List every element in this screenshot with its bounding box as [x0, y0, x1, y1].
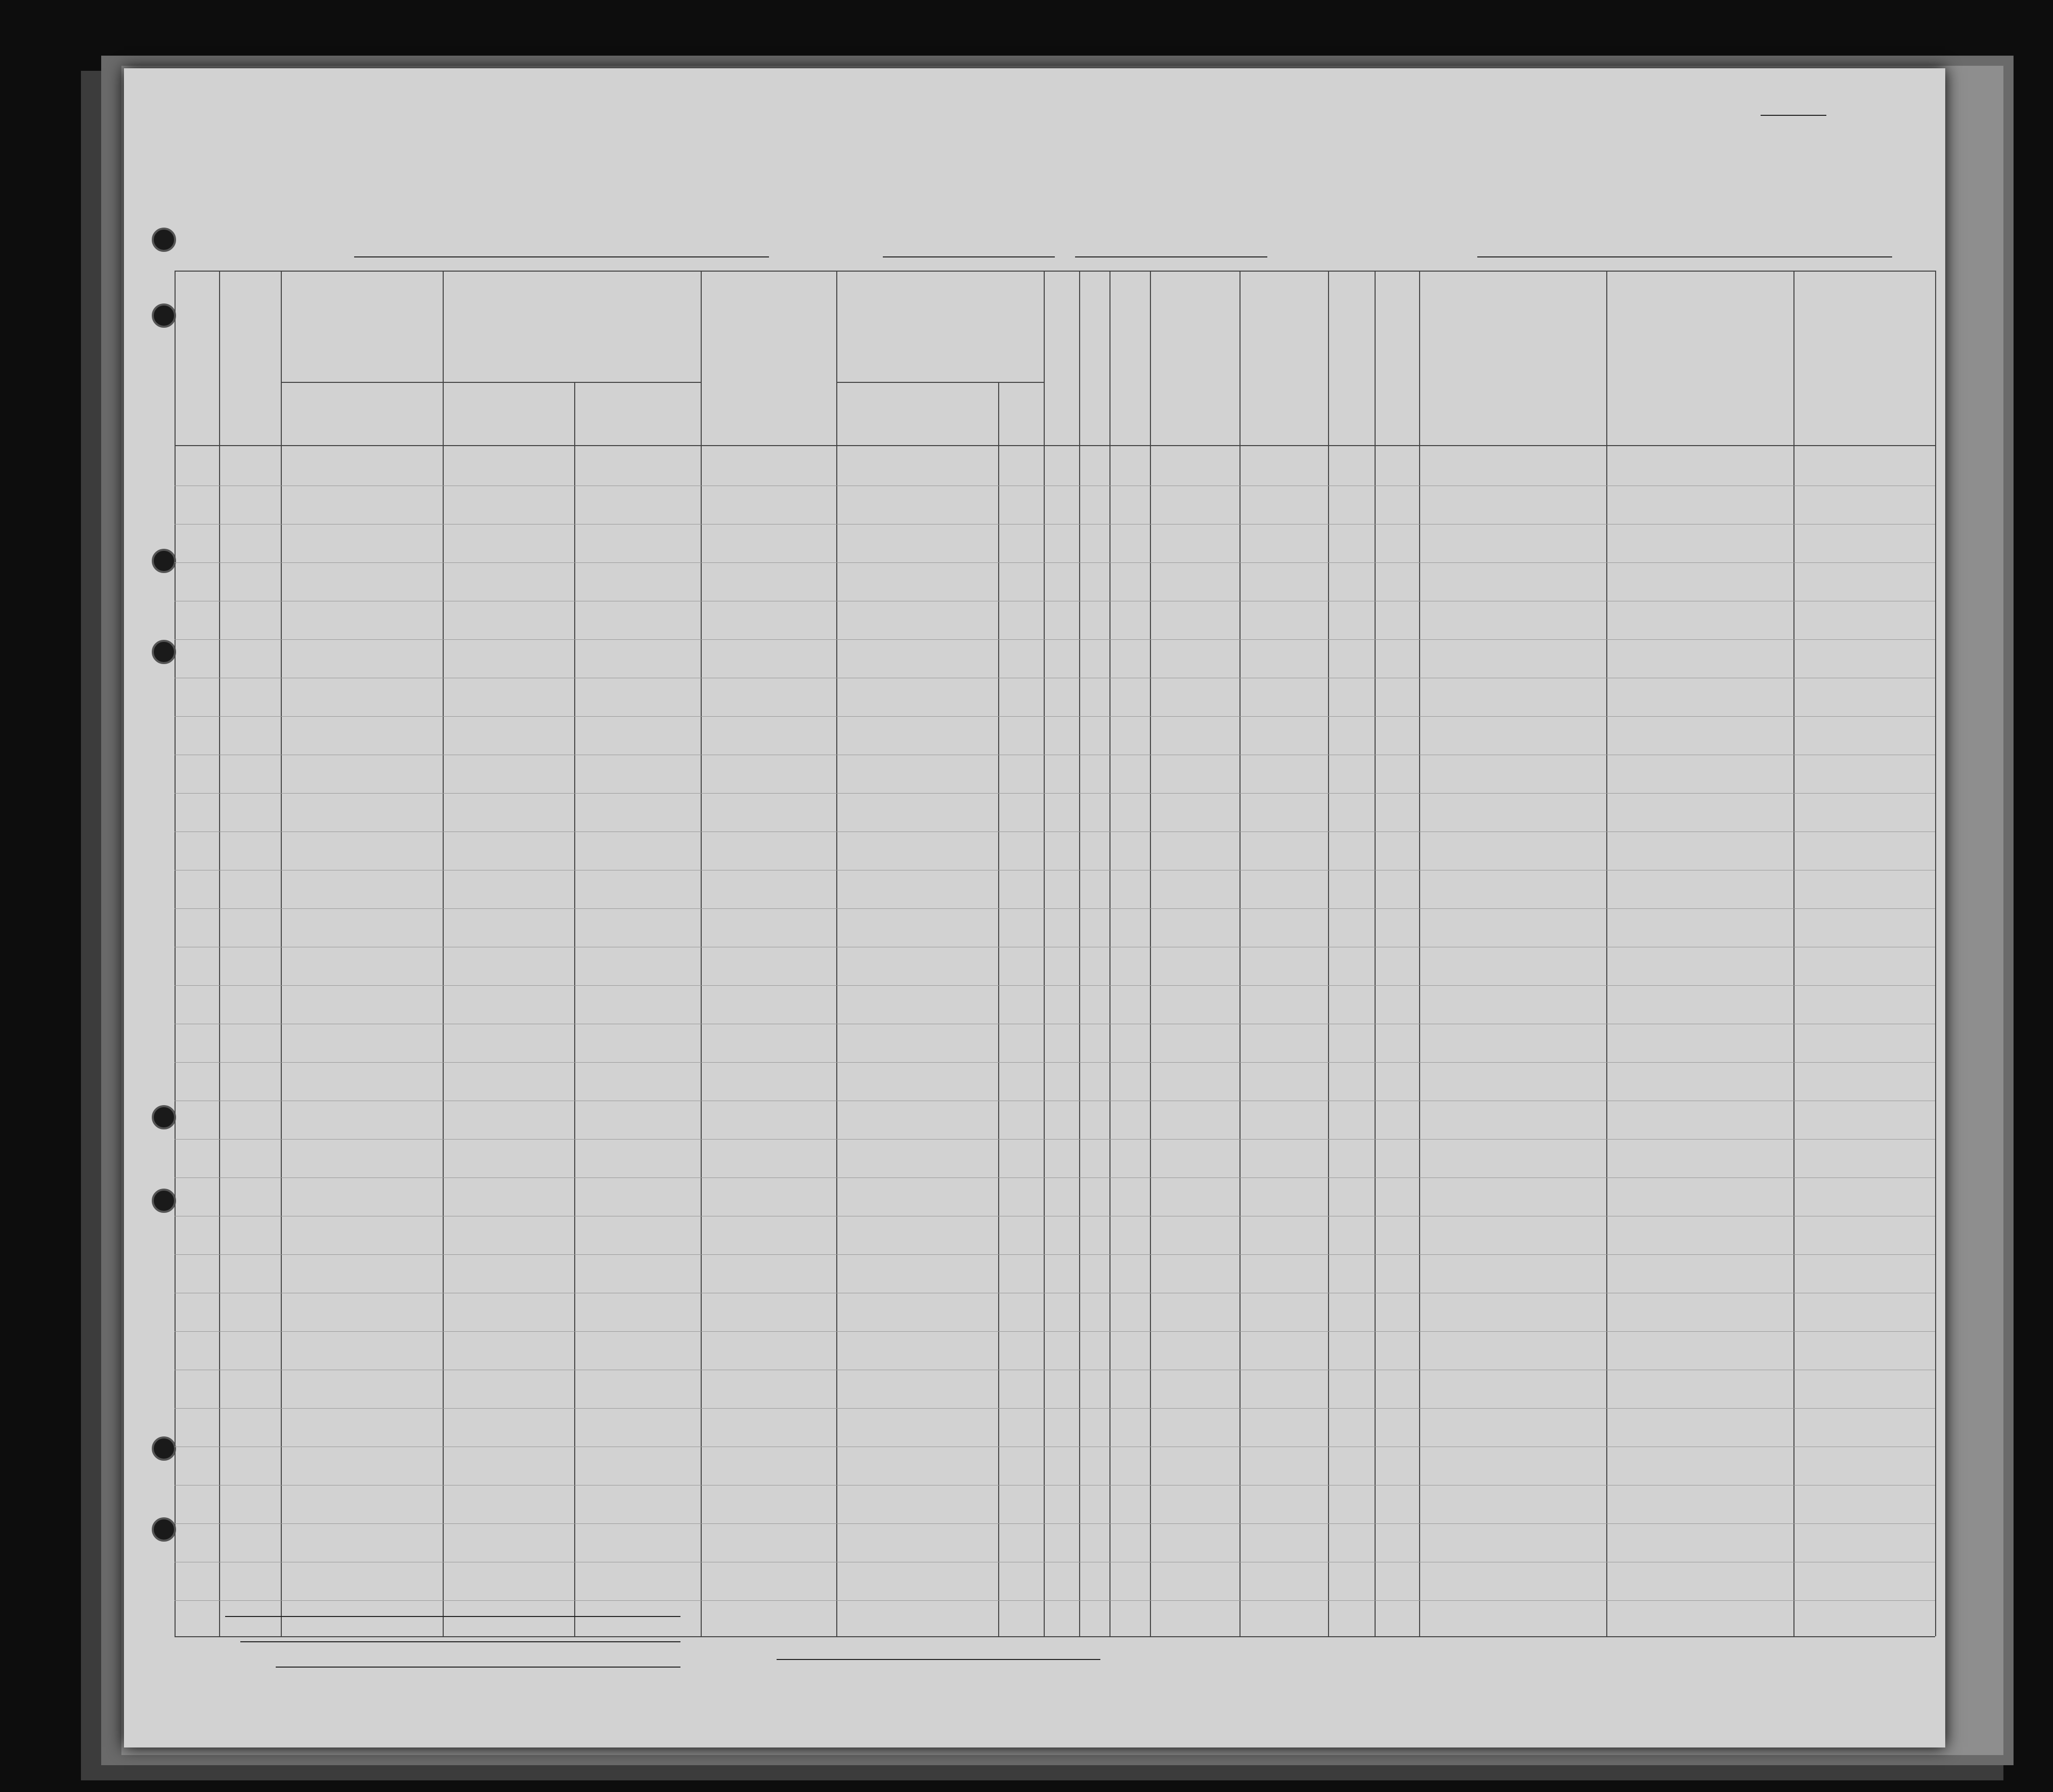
binder-hole-icon	[152, 1436, 176, 1461]
row-rule	[175, 639, 1935, 640]
column-rule	[574, 382, 575, 1636]
arriving-underline	[883, 256, 1055, 257]
column-rule	[998, 382, 999, 1636]
column-rule	[1375, 271, 1376, 1636]
binder-hole-icon	[152, 1189, 176, 1213]
row-rule	[175, 1177, 1935, 1178]
name-subheader-rule	[281, 382, 701, 383]
owners-underline	[240, 1641, 680, 1642]
row-rule	[175, 562, 1935, 563]
table-top-rule	[175, 271, 1935, 272]
date-underline	[1075, 256, 1267, 257]
agents-underline	[276, 1667, 680, 1668]
crew-table	[175, 271, 1935, 1636]
sheet-number	[1761, 115, 1826, 116]
column-rule	[701, 271, 702, 1636]
column-rule	[1935, 271, 1936, 1636]
column-rule	[1793, 271, 1794, 1636]
binder-hole-icon	[152, 549, 176, 573]
column-rule	[1079, 271, 1080, 1636]
from-port-underline	[1477, 256, 1892, 257]
column-rule	[1328, 271, 1329, 1636]
column-rule	[1606, 271, 1607, 1636]
column-rule	[443, 271, 444, 1636]
column-rule	[1419, 271, 1420, 1636]
binder-hole-icon	[152, 1105, 176, 1129]
column-rule	[1109, 271, 1110, 1636]
vessel-underline	[354, 256, 769, 257]
row-rule	[175, 1254, 1935, 1255]
binder-hole-icon	[152, 303, 176, 328]
row-rule	[175, 1408, 1935, 1409]
row-rule	[175, 1062, 1935, 1063]
row-rule	[175, 1331, 1935, 1332]
row-rule	[175, 1139, 1935, 1140]
signature-underline	[777, 1659, 1100, 1660]
row-rule	[175, 793, 1935, 794]
row-rule	[175, 716, 1935, 717]
column-rule	[1150, 271, 1151, 1636]
row-rule	[175, 1600, 1935, 1601]
table-bottom-rule	[175, 1636, 1935, 1637]
column-rule	[836, 271, 837, 1636]
row-rule	[175, 985, 1935, 986]
binder-hole-icon	[152, 228, 176, 252]
column-rule	[1044, 271, 1045, 1636]
row-rule	[175, 908, 1935, 909]
shipped-subheader-rule	[836, 382, 1044, 383]
column-rule	[281, 271, 282, 1636]
column-rule	[219, 271, 220, 1636]
binder-hole-icon	[152, 1517, 176, 1542]
row-rule	[175, 1523, 1935, 1524]
manifest-sheet	[124, 68, 1945, 1747]
binder-hole-icon	[152, 640, 176, 664]
line-underline	[225, 1616, 680, 1617]
column-rule	[175, 271, 176, 1636]
header-bottom-rule	[175, 445, 1935, 446]
row-rule	[175, 524, 1935, 525]
column-rule	[1239, 271, 1241, 1636]
